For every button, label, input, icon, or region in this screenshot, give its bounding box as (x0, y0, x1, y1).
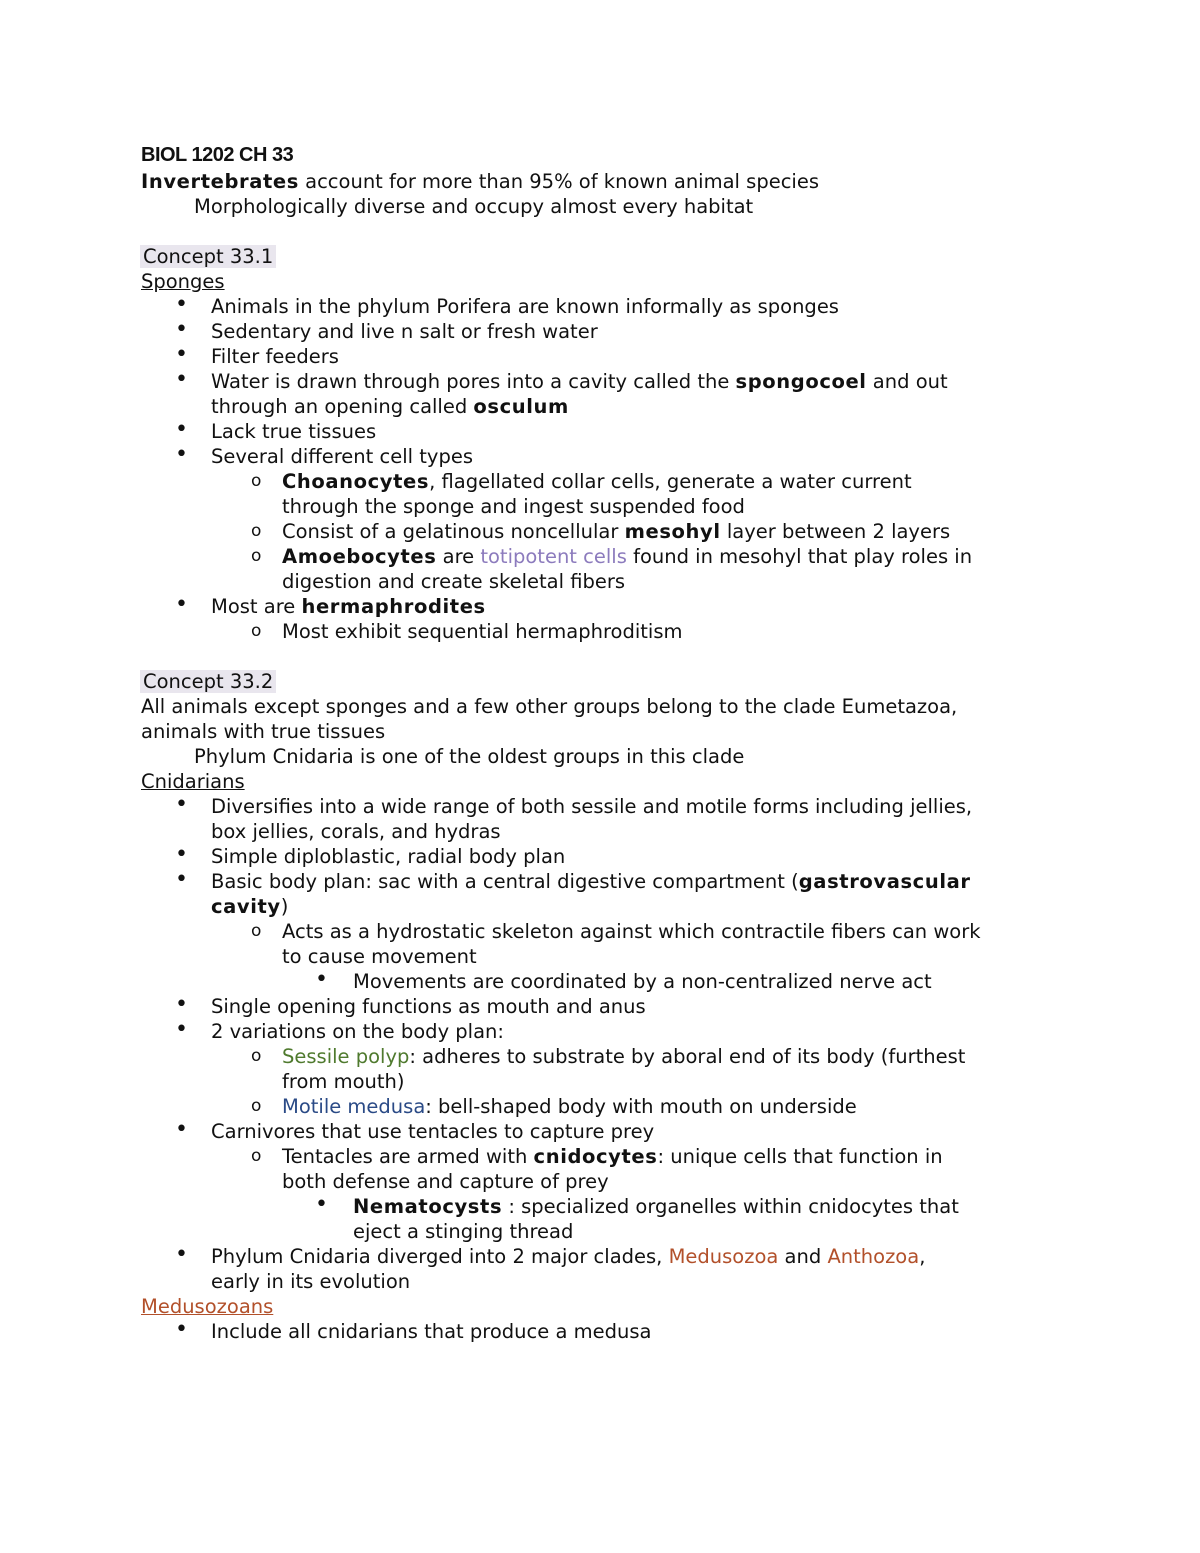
term-nematocysts: Nematocysts (353, 1195, 503, 1218)
sub-list-item-continued: through the sponge and ingest suspended food (282, 495, 745, 518)
paragraph-line: All animals except sponges and a few other groups belong to the clade Eumetazoa, (141, 695, 958, 718)
list-item-continued (141, 394, 1101, 419)
term-cnidocytes: cnidocytes (533, 1145, 658, 1168)
sub-list-item (141, 544, 1101, 569)
sub-list-item-continued: from mouth) (282, 1070, 405, 1093)
term-motile-medusa: Motile medusa (282, 1095, 426, 1118)
intro-line (141, 169, 1101, 194)
notes-body (141, 143, 1101, 1344)
list-item (141, 844, 1101, 869)
page-title: BIOL 1202 CH 33 (141, 144, 294, 166)
circle-bullet-icon: o (251, 1146, 262, 1166)
term-medusozoa: Medusozoa (668, 1245, 779, 1268)
sub-list-item (141, 1144, 1101, 1169)
list-item-text: Most exhibit sequential hermaphroditism (282, 620, 683, 643)
term-invertebrates: Invertebrates (141, 170, 299, 193)
list-item-text: and (778, 1245, 828, 1268)
term-sessile-polyp: Sessile polyp (282, 1045, 410, 1068)
sub-sub-list-item (141, 969, 1101, 994)
bullet-icon: • (175, 592, 188, 617)
term-mesohyl: mesohyl (624, 520, 721, 543)
term-hermaphrodites: hermaphrodites (301, 595, 486, 618)
concept-heading-33-1 (141, 244, 1101, 269)
list-item-text: Consist of a gelatinous noncellular (282, 520, 625, 543)
sub-list-item (141, 519, 1101, 544)
list-item-text: , (919, 1245, 926, 1268)
list-item (141, 1319, 1101, 1344)
list-item (141, 1019, 1101, 1044)
topic-cnidarians-label: Cnidarians (141, 770, 245, 793)
list-item-text: Acts as a hydrostatic skeleton against which contractile fibers can work (282, 920, 981, 943)
bullet-icon: • (175, 1242, 188, 1267)
list-item-text: through an opening called (211, 395, 474, 418)
sub-sub-list-item (141, 1194, 1101, 1219)
list-item-text: Basic body plan: sac with a central digestive compartment ( (211, 870, 799, 893)
list-item (141, 869, 1101, 894)
list-item-text: Diversifies into a wide range of both sessile and motile forms including jellies, (211, 795, 973, 818)
bullet-icon: • (175, 792, 188, 817)
list-item-text: Filter feeders (211, 345, 339, 368)
list-item-text: , flagellated collar cells, generate a water current (429, 470, 912, 493)
bullet-icon: • (315, 967, 328, 992)
list-item-text: ) (280, 895, 289, 918)
list-item-text: : specialized organelles within cnidocytes that (502, 1195, 959, 1218)
bullet-icon: • (175, 317, 188, 342)
paragraph-line: animals with true tissues (141, 720, 386, 743)
list-item-text: Single opening functions as mouth and anus (211, 995, 646, 1018)
bullet-icon: • (175, 1317, 188, 1342)
list-item (141, 294, 1101, 319)
sub-list-item-continued: both defense and capture of prey (282, 1170, 609, 1193)
circle-bullet-icon: o (251, 921, 262, 941)
list-item (141, 444, 1101, 469)
list-item-text: Simple diploblastic, radial body plan (211, 845, 566, 868)
bullet-icon: • (175, 417, 188, 442)
topic-sponges (141, 269, 1101, 294)
list-item-text: Water is drawn through pores into a cavity called the (211, 370, 736, 393)
list-item-text: Sedentary and live n salt or fresh water (211, 320, 598, 343)
concept-33-1-label: Concept 33.1 (140, 245, 276, 268)
term-spongocoel: spongocoel (735, 370, 867, 393)
topic-cnidarians (141, 769, 1101, 794)
list-item (141, 369, 1101, 394)
list-item-continued (141, 894, 1101, 919)
list-item-text: : bell-shaped body with mouth on underside (425, 1095, 857, 1118)
circle-bullet-icon: o (251, 546, 262, 566)
sub-list-item-continued: digestion and create skeletal fibers (282, 570, 626, 593)
topic-medusozoans (141, 1294, 1101, 1319)
list-item-text: are (436, 545, 481, 568)
sub-list-item (141, 469, 1101, 494)
list-item-text: Tentacles are armed with (282, 1145, 534, 1168)
term-cavity: cavity (211, 895, 281, 918)
circle-bullet-icon: o (251, 1096, 262, 1116)
list-item-text: Lack true tissues (211, 420, 377, 443)
circle-bullet-icon: o (251, 471, 262, 491)
list-item-text: Several different cell types (211, 445, 473, 468)
bullet-icon: • (175, 442, 188, 467)
bullet-icon: • (175, 867, 188, 892)
list-item (141, 994, 1101, 1019)
list-item-text: found in mesohyl that play roles in (626, 545, 973, 568)
sub-sub-list-item-continued: eject a stinging thread (353, 1220, 574, 1243)
bullet-icon: • (315, 1192, 328, 1217)
list-item-continued: box jellies, corals, and hydras (211, 820, 501, 843)
term-osculum: osculum (473, 395, 569, 418)
bullet-icon: • (175, 367, 188, 392)
term-totipotent-cells: totipotent cells (480, 545, 627, 568)
list-item-text: Phylum Cnidaria diverged into 2 major clades, (211, 1245, 669, 1268)
list-item (141, 594, 1101, 619)
list-item-text: Carnivores that use tentacles to capture prey (211, 1120, 655, 1143)
bullet-icon: • (175, 292, 188, 317)
sub-list-item (141, 1044, 1101, 1069)
list-item-text: 2 variations on the body plan: (211, 1020, 504, 1043)
term-anthozoa: Anthozoa (827, 1245, 920, 1268)
bullet-icon: • (175, 1117, 188, 1142)
list-item-text: and out (866, 370, 948, 393)
bullet-icon: • (175, 992, 188, 1017)
list-item (141, 1119, 1101, 1144)
term-choanocytes: Choanocytes (282, 470, 430, 493)
list-item (141, 794, 1101, 819)
bullet-icon: • (175, 842, 188, 867)
list-item-continued: early in its evolution (211, 1270, 411, 1293)
list-item (141, 319, 1101, 344)
bullet-icon: • (175, 342, 188, 367)
list-item (141, 419, 1101, 444)
list-item-text: : adheres to substrate by aboral end of its body (furthest (409, 1045, 966, 1068)
circle-bullet-icon: o (251, 1046, 262, 1066)
list-item-text: Include all cnidarians that produce a medusa (211, 1320, 652, 1343)
concept-heading-33-2 (141, 669, 1101, 694)
sub-list-item (141, 1094, 1101, 1119)
intro-text: account for more than 95% of known animal species (298, 170, 819, 193)
list-item (141, 344, 1101, 369)
topic-sponges-label: Sponges (141, 270, 225, 293)
term-amoebocytes: Amoebocytes (282, 545, 437, 568)
intro-sub: Morphologically diverse and occupy almost every habitat (194, 195, 754, 218)
list-item (141, 1244, 1101, 1269)
list-item-text: layer between 2 layers (720, 520, 951, 543)
list-item-text: Animals in the phylum Porifera are known informally as sponges (211, 295, 839, 318)
circle-bullet-icon: o (251, 521, 262, 541)
list-item-text: Movements are coordinated by a non-centralized nerve act (353, 970, 932, 993)
list-item-text: Most are (211, 595, 302, 618)
concept-33-2-label: Concept 33.2 (140, 670, 276, 693)
topic-medusozoans-label: Medusozoans (141, 1295, 274, 1318)
sub-list-item (141, 919, 1101, 944)
list-item-text: : unique cells that function in (657, 1145, 943, 1168)
paragraph-sub: Phylum Cnidaria is one of the oldest groups in this clade (194, 745, 745, 768)
circle-bullet-icon: o (251, 621, 262, 641)
sub-list-item-continued: to cause movement (282, 945, 477, 968)
term-gastrovascular: gastrovascular (798, 870, 971, 893)
sub-list-item (141, 619, 1101, 644)
bullet-icon: • (175, 1017, 188, 1042)
